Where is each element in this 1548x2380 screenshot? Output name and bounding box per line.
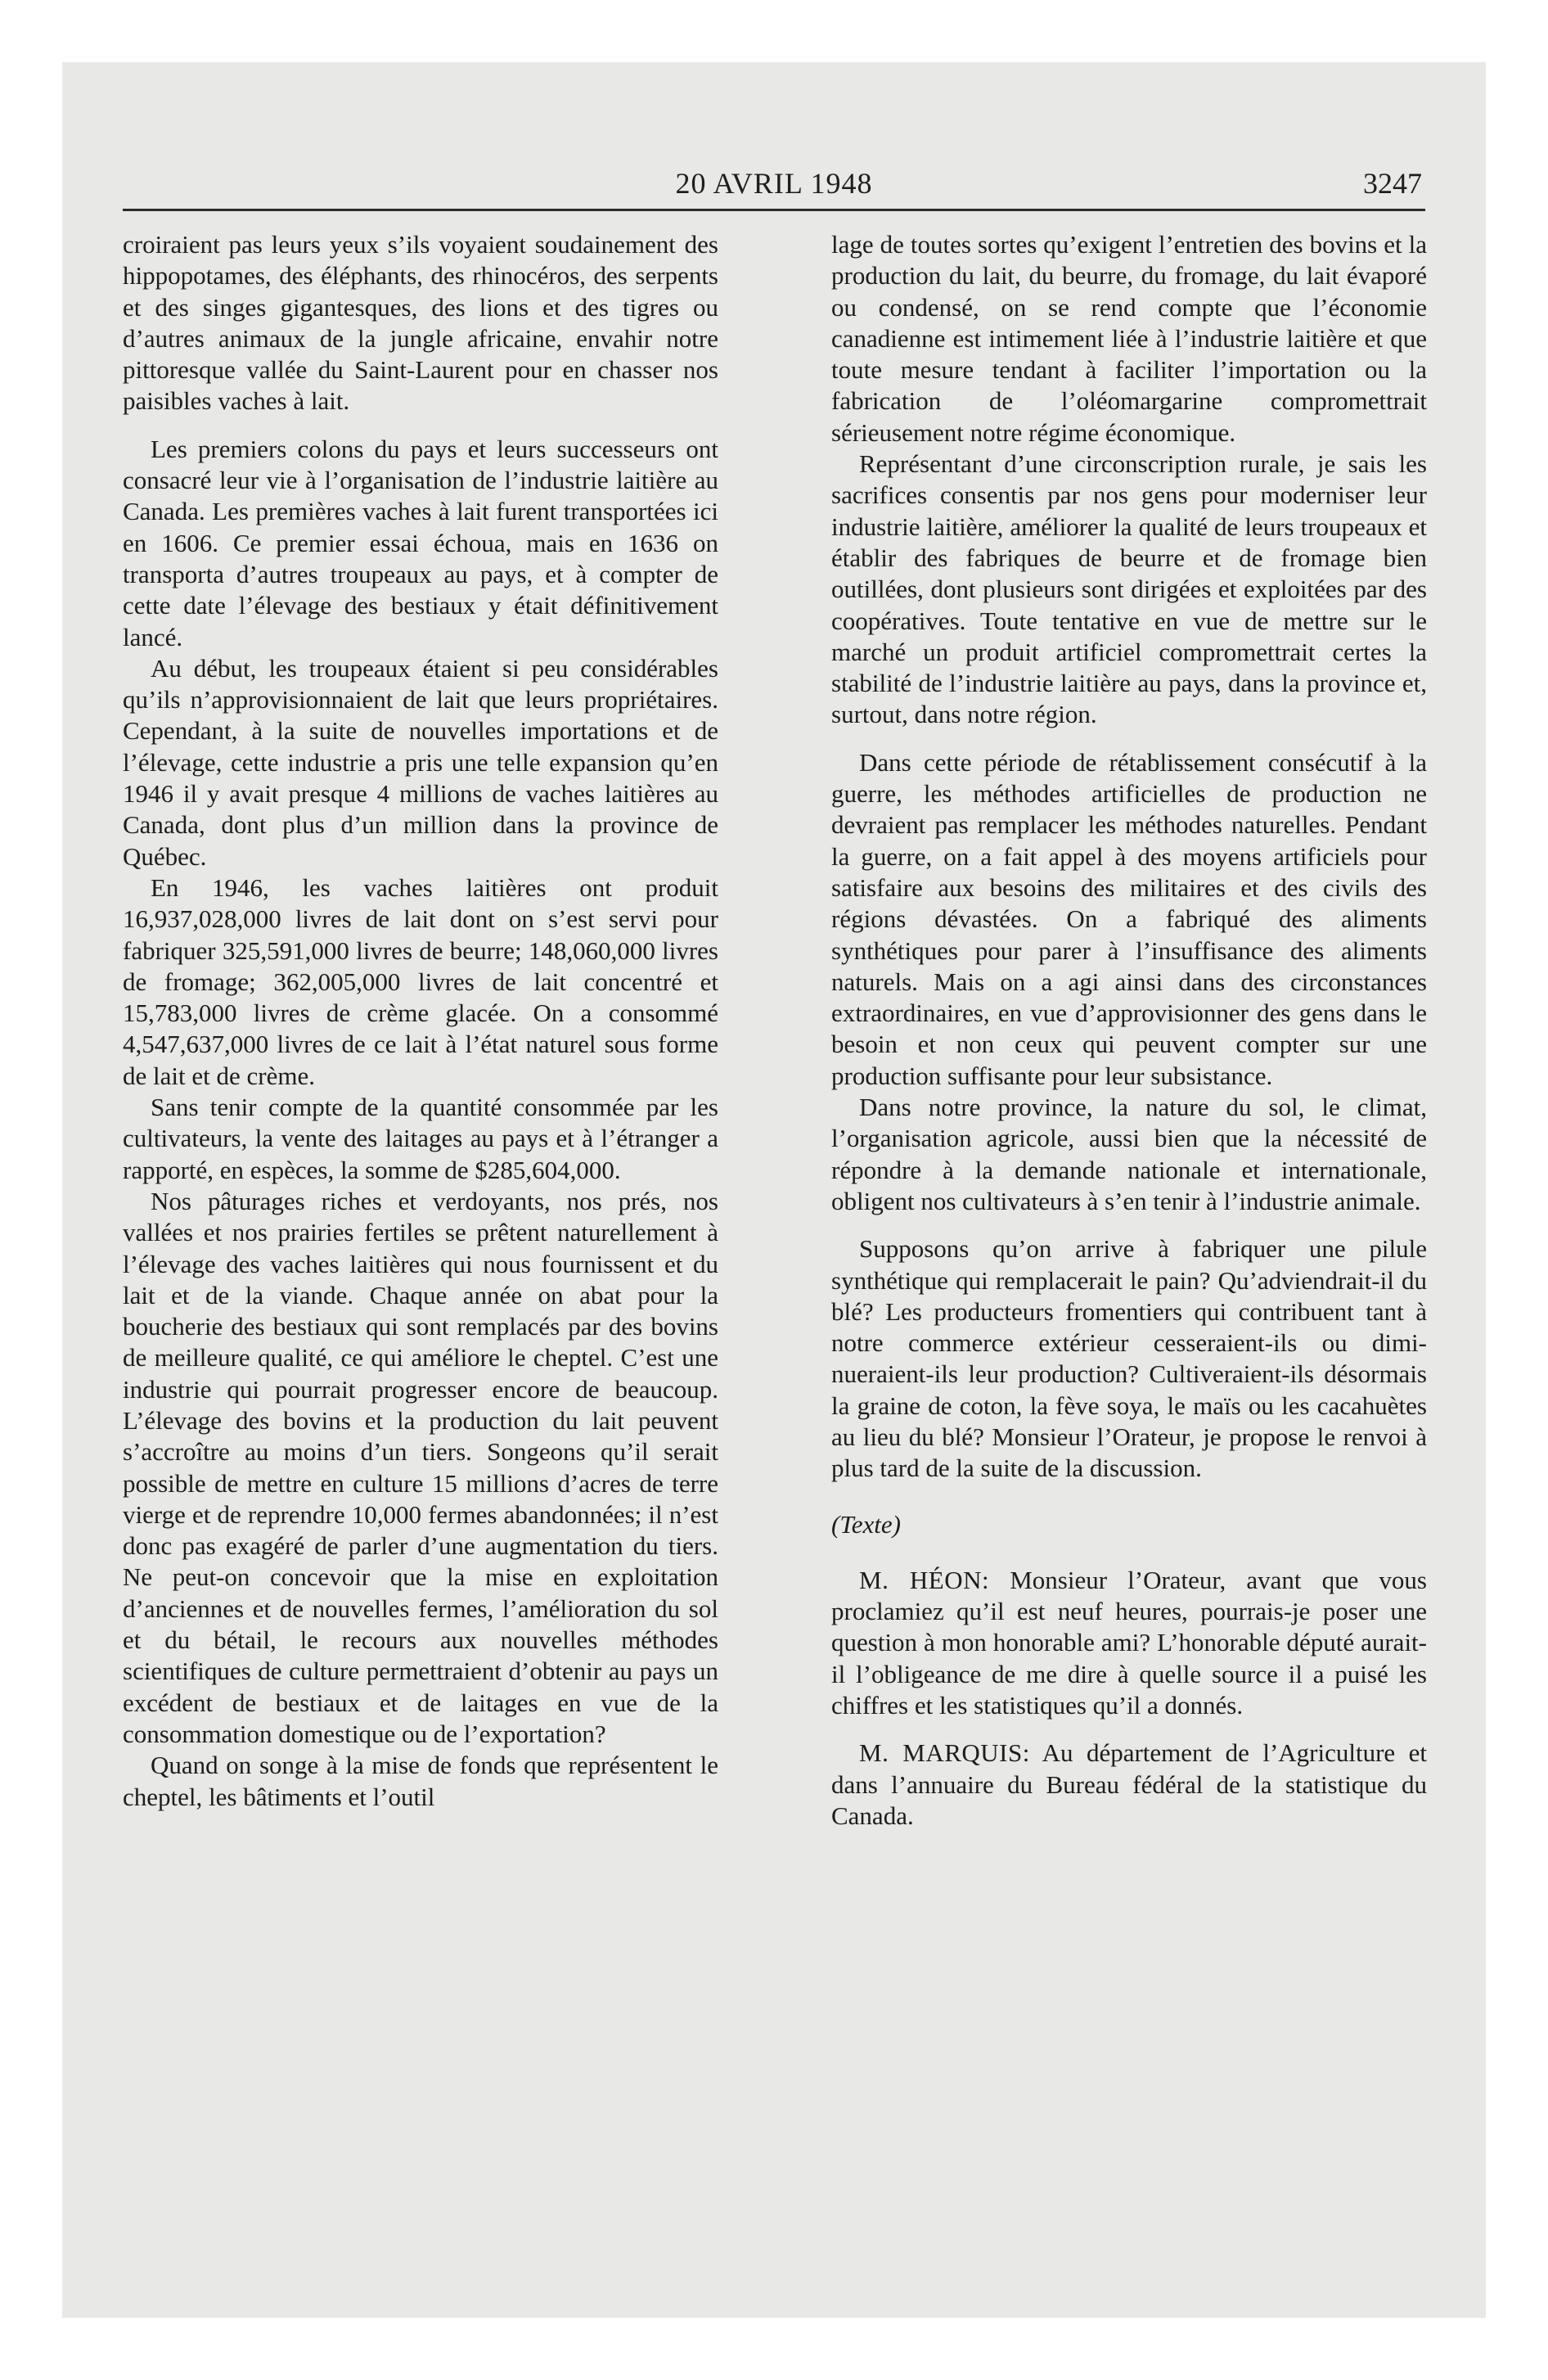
speech-text: Au département de l’Agriculture et dans l’annuaire du Bureau fédéral de la statistique du Canada. xyxy=(831,1738,1427,1830)
paragraph: Dans notre province, la nature du sol, le climat, l’organisation agricole, aussi bien que la nécessité de répondre à la demande nationale et internationale, obligent nos cultivateurs à s’en tenir à l’industrie animale. xyxy=(831,1093,1427,1215)
header-date: 20 AVRIL 1948 xyxy=(675,167,873,200)
right-column xyxy=(831,229,1427,1832)
paragraph: Les premiers colons du pays et leurs successeurs ont consacré leur vie à l’organisation de l’industrie laitière au Canada. Les premières vaches à lait furent transportées ici en 1606. Ce premier essai échoua, mais en 1636 on transporta d’autres troupeaux au pays, et à compter de cette date l’élevage des bestiaux y était définitivement lancé. xyxy=(123,434,718,651)
page-number: 3247 xyxy=(1363,167,1422,200)
speaker-name: M. MARQUIS: xyxy=(859,1738,1030,1768)
speech-text: Monsieur l’Orateur, avant que vous proclamiez qu’il est neuf heures, pourrais-je poser une question à mon honorable ami? L’honorable député aurait-il l’obligeance de me dire à quelle source il a puisé les chiffres et les statistiques qu’il a donnés. xyxy=(831,1565,1427,1720)
paragraph: croiraient pas leurs yeux s’ils voyaient soudainement des hippopotames, des éléphants, des rhinocéros, des serpents et des singes gigantesques, des lions et des tigres ou d’autres animaux de la jungle africaine, envahir notre pittoresque vallée du Saint-Laurent pour en chasser nos paisibles vaches à lait. xyxy=(123,230,718,416)
paragraph: En 1946, les vaches laitières ont produit 16,937,028,000 livres de lait dont on s’est servi pour fabriquer 325,591,000 livres de beurre; 148,060,000 livres de fromage; 362,005,000 livres de lait concentré et 15,783,000 livres de crème glacée. On a consommé 4,547,637,000 livres de ce lait à l’état naturel sous forme de lait et de crème. xyxy=(123,872,718,1090)
speech-heon xyxy=(831,1565,1427,1721)
language-marker: (Texte) xyxy=(831,1509,901,1539)
paragraph: Quand on songe à la mise de fonds que représentent le cheptel, les bâtiments et l’outil xyxy=(123,1751,718,1811)
paragraph: Nos pâturages riches et verdoyants, nos prés, nos vallées et nos prairies fertiles se prêtent naturellement à l’élevage des vaches laitières qui nous fournissent et du lait et de la viande. Chaque année on abat pour la boucherie des bestiaux qui sont remplacés par des bovins de meilleure qualité, ce qui améliore le cheptel. C’est une industrie qui pourrait progresser encore de beaucoup. L’élevage des bovins et la production du lait peuvent s’accroître au moins d’un tiers. Songeons qu’il serait possible de mettre en culture 15 millions d’acres de terre vierge et de reprendre 10,000 fermes abandonnées; il n’est donc pas exagéré de parler d’une augmentation du tiers. Ne peut-on concevoir que la mise en exploitation d’anciennes et de nouvelles fermes, l’amélioration du sol et du bétail, le recours aux nouvelles méthodes scientifiques de culture permettraient d’obtenir au pays un excédent de bestiaux et de laitages en vue de la consommation domestique ou de l’exportation? xyxy=(123,1186,718,1748)
left-column xyxy=(123,229,718,1813)
speaker-name: M. HÉON: xyxy=(859,1565,990,1594)
paragraph: lage de toutes sortes qu’exigent l’entretien des bovins et la production du lait, du beurre, du fromage, du lait évaporé ou condensé, on se rend compte que l’économie canadienne est intimement liée à l’industrie laitière et que toute mesure tendant à faciliter l’importation ou la fabrication de l’oléomargarine compromettrait sérieusement notre régime économique. xyxy=(831,230,1427,447)
paragraph: Dans cette période de rétablissement consécutif à la guerre, les méthodes artificielles de production ne devraient pas remplacer les méthodes naturelles. Pendant la guerre, on a fait appel à des moyens artificiels pour satisfaire aux besoins des militaires et des civils des régions dévastées. On a fabriqué des aliments synthétiques pour parer à l’insuffisance des aliments naturels. Mais on a agi ainsi dans des circonstances extraordinaires, en vue d’approvisionner des gens dans le besoin et non ceux qui peuvent compter sur une production suffisante pour leur subsistance. xyxy=(831,747,1427,1090)
speech-marquis xyxy=(831,1738,1427,1832)
paragraph: Au début, les troupeaux étaient si peu considérables qu’ils n’approvisionnaient de lait que leurs propriétaires. Cependant, à la suite de nouvelles importations et de l’élevage, cette industrie a pris une telle expansion qu’en 1946 il y avait presque 4 millions de vaches laitières au Canada, dont plus d’un million dans la province de Québec. xyxy=(123,653,718,871)
header-rule xyxy=(123,209,1425,211)
paragraph: Supposons qu’on arrive à fabriquer une pilule synthétique qui remplacerait le pain? Qu’adviendrait-il du blé? Les producteurs fromentiers qui contribuent tant à notre commerce extérieur cesseraient-ils ou diminueraient-ils leur production? Cultiveraient-ils désormais la graine de coton, la fève soya, le maïs ou les cacahuètes au lieu du blé? Monsieur l’Orateur, je propose le renvoi à plus tard de la suite de la discussion. xyxy=(831,1234,1427,1483)
page-header xyxy=(123,160,1425,209)
paragraph: Représentant d’une circonscription rurale, je sais les sacrifices consentis par nos gens pour moderniser leur industrie laitière, améliorer la qualité de leurs troupeaux et établir des fabriques de beurre et de fromage bien outillées, dont plusieurs sont dirigées et exploitées par des coopératives. Toute tentative en vue de mettre sur le marché un produit artificiel compromettrait certes la stabilité de l’industrie laitière au pays, dans la province et, surtout, dans notre région. xyxy=(831,449,1427,729)
paragraph: Sans tenir compte de la quantité consommée par les cultivateurs, la vente des laitages au pays et à l’étranger a rapporté, en espèces, la somme de $285,604,000. xyxy=(123,1093,718,1184)
